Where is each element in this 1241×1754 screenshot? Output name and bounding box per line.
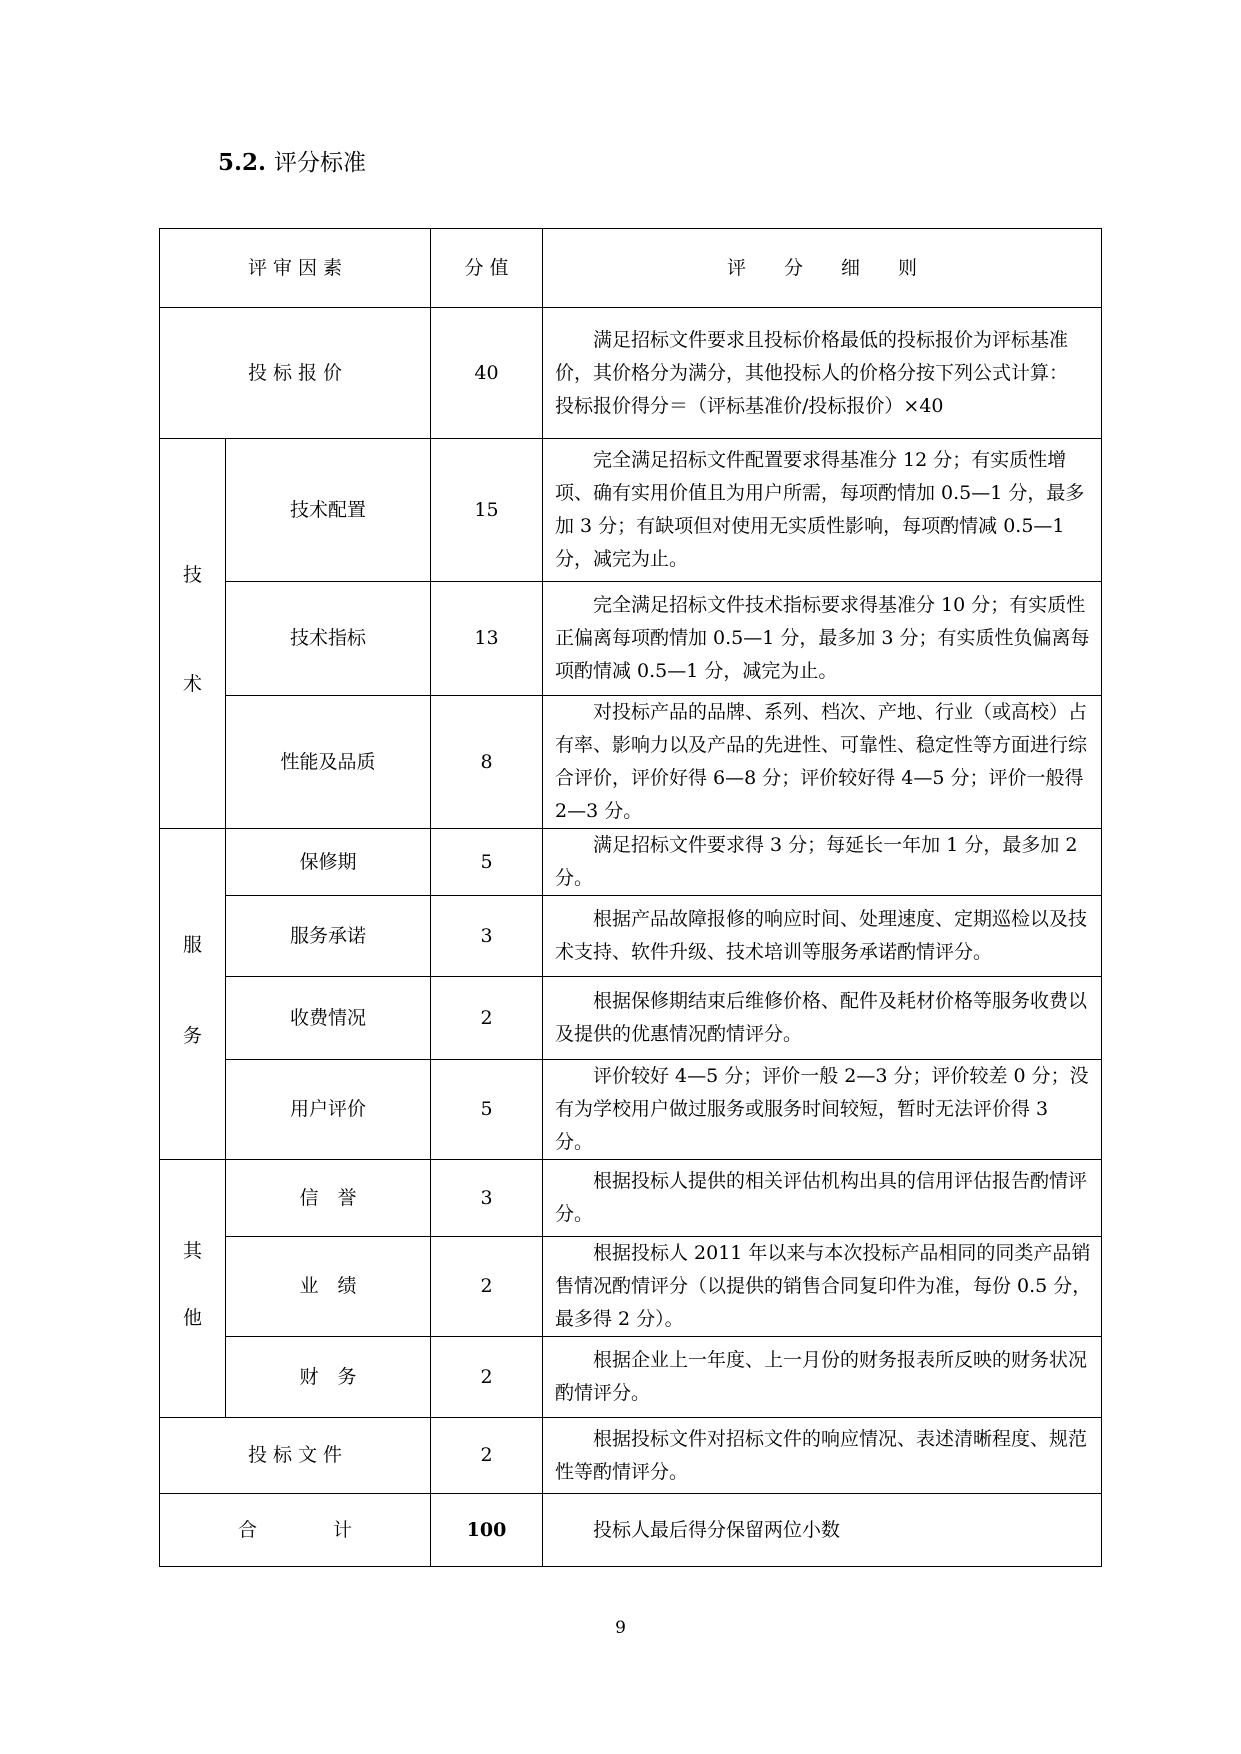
row-bid-price — [160, 308, 1102, 439]
tech-index-score: 13 — [431, 582, 543, 696]
tech-index-detail: 完全满足招标文件技术指标要求得基准分 10 分；有实质性正偏离每项酌情加 0.5—1 分，最多加 3 分；有实质性负偏离每项酌情减 0.5—1 分，减完为止。 — [543, 582, 1102, 696]
bid-docs-score: 2 — [431, 1418, 543, 1494]
row-finance — [160, 1337, 1102, 1418]
bid-docs-detail: 根据投标文件对招标文件的响应情况、表述清晰程度、规范性等酌情评分。 — [543, 1418, 1102, 1494]
total-score: 100 — [431, 1494, 543, 1567]
finance-score: 2 — [431, 1337, 543, 1418]
warranty-detail: 满足招标文件要求得 3 分；每延长一年加 1 分，最多加 2 分。 — [543, 829, 1102, 896]
bid-price-formula: 投标报价得分＝（评标基准价/投标报价）×40 — [555, 394, 944, 417]
reputation-detail: 根据投标人提供的相关评估机构出具的信用评估报告酌情评分。 — [543, 1160, 1102, 1237]
reputation-name: 信 誉 — [226, 1160, 431, 1237]
tech-config-detail: 完全满足招标文件配置要求得基准分 12 分；有实质性增项、确有实用价值且为用户所需，每项酌情加 0.5—1 分，最多加 3 分；有缺项但对使用无实质性影响，每项酌情减 0.5—1 分，减完为止。 — [543, 439, 1102, 582]
performance-record-detail: 根据投标人 2011 年以来与本次投标产品相同的同类产品销售情况酌情评分（以提供的销售合同复印件为准，每份 0.5 分，最多得 2 分）。 — [543, 1237, 1102, 1337]
page-number: 9 — [615, 1618, 626, 1638]
other-group-char-2: 他 — [183, 1307, 203, 1329]
reputation-score: 3 — [431, 1160, 543, 1237]
performance-detail: 对投标产品的品牌、系列、档次、产地、行业（或高校）占有率、影响力以及产品的先进性、可靠性、稳定性等方面进行综合评价，评价好得 6—8 分；评价较好得 4—5 分；评价一般得 2—3 分。 — [543, 696, 1102, 829]
performance-score: 8 — [431, 696, 543, 829]
header-row — [160, 229, 1102, 308]
row-performance-record — [160, 1237, 1102, 1337]
section-number: 5.2. — [218, 149, 267, 176]
user-eval-detail: 评价较好 4—5 分；评价一般 2—3 分；评价较差 0 分；没有为学校用户做过服务或服务时间较短，暂时无法评价得 3 分。 — [543, 1060, 1102, 1160]
tech-config-name: 技术配置 — [226, 439, 431, 582]
row-reputation — [160, 1160, 1102, 1237]
other-group-label — [160, 1160, 226, 1418]
user-eval-name: 用户评价 — [226, 1060, 431, 1160]
row-bid-docs — [160, 1418, 1102, 1494]
bid-price-score: 40 — [431, 308, 543, 439]
bid-docs-name: 投 标 文 件 — [160, 1418, 431, 1494]
commitment-detail: 根据产品故障报修的响应时间、处理速度、定期巡检以及技术支持、软件升级、技术培训等服务承诺酌情评分。 — [543, 896, 1102, 977]
service-group-char-2: 务 — [183, 1024, 203, 1047]
user-eval-score: 5 — [431, 1060, 543, 1160]
other-group-char-1: 其 — [183, 1240, 203, 1262]
fees-name: 收费情况 — [226, 977, 431, 1060]
scoring-table — [159, 228, 1102, 1567]
row-tech-index — [160, 582, 1102, 696]
warranty-score: 5 — [431, 829, 543, 896]
bid-price-detail — [543, 308, 1102, 439]
row-warranty — [160, 829, 1102, 896]
finance-name: 财 务 — [226, 1337, 431, 1418]
row-performance — [160, 696, 1102, 829]
row-total — [160, 1494, 1102, 1567]
header-detail: 评 分 细 则 — [543, 229, 1102, 308]
tech-group-char-2: 术 — [183, 673, 203, 695]
tech-config-score: 15 — [431, 439, 543, 582]
tech-index-name: 技术指标 — [226, 582, 431, 696]
commitment-name: 服务承诺 — [226, 896, 431, 977]
performance-record-name: 业 绩 — [226, 1237, 431, 1337]
section-title: 评分标准 — [274, 150, 367, 176]
finance-detail: 根据企业上一年度、上一月份的财务报表所反映的财务状况酌情评分。 — [543, 1337, 1102, 1418]
performance-name: 性能及品质 — [226, 696, 431, 829]
row-fees — [160, 977, 1102, 1060]
row-tech-config — [160, 439, 1102, 582]
bid-price-detail-text: 满足招标文件要求且投标价格最低的投标报价为评标基准价，其价格分为满分，其他投标人的价格分按下列公式计算： — [555, 328, 1069, 384]
row-commitment — [160, 896, 1102, 977]
fees-detail: 根据保修期结束后维修价格、配件及耗材价格等服务收费以及提供的优惠情况酌情评分。 — [543, 977, 1102, 1060]
section-heading — [218, 148, 366, 178]
total-detail: 投标人最后得分保留两位小数 — [543, 1494, 1102, 1567]
row-user-eval — [160, 1060, 1102, 1160]
warranty-name: 保修期 — [226, 829, 431, 896]
commitment-score: 3 — [431, 896, 543, 977]
bid-price-name: 投 标 报 价 — [160, 308, 431, 439]
service-group-char-1: 服 — [183, 933, 203, 956]
header-score: 分 值 — [431, 229, 543, 308]
total-name: 合 计 — [160, 1494, 431, 1567]
service-group-label — [160, 829, 226, 1160]
tech-group-label — [160, 439, 226, 829]
header-factor: 评 审 因 素 — [160, 229, 431, 308]
tech-group-char-1: 技 — [183, 564, 203, 586]
fees-score: 2 — [431, 977, 543, 1060]
performance-record-score: 2 — [431, 1237, 543, 1337]
